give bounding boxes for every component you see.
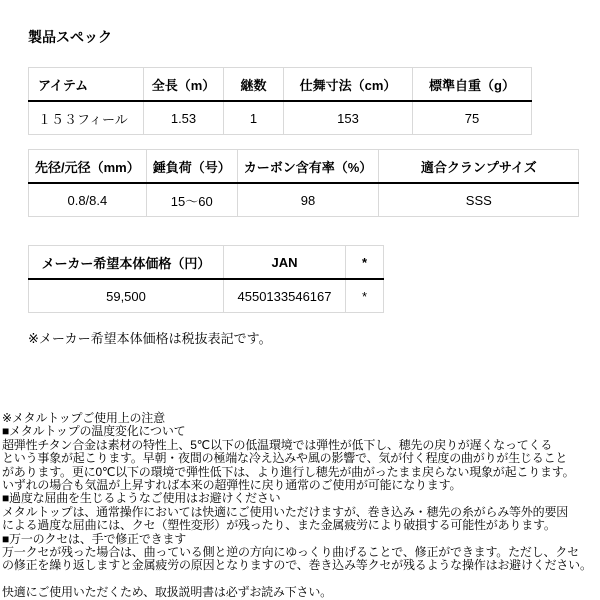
- table-row: [29, 101, 532, 135]
- cell-asterisk: *: [346, 279, 384, 313]
- cell-sections: 1: [224, 101, 284, 135]
- table-header-row: [29, 68, 532, 102]
- note-line: による過度な屈曲には、クセ（塑性変形）が残ったり、また金属疲労により破損する可能性があります。: [2, 518, 556, 533]
- note-line-fix-heading: ■万一のクセは、手で修正できます: [2, 531, 187, 546]
- cell-item-name: １５３フィール: [29, 101, 144, 135]
- header-item: アイテム: [29, 68, 144, 102]
- header-carbon-content: カーボン含有率（%）: [237, 150, 379, 184]
- note-line: 万一クセが残った場合は、曲っている側と逆の方向にゆっくり曲げることで、修正ができます。ただし、クセ: [2, 545, 579, 560]
- cell-sinker-load: 15～60: [146, 183, 237, 217]
- header-tip-butt-diameter: 先径/元径（mm）: [29, 150, 147, 184]
- note-line: があります。更に0℃以下の環境で弾性低下は、より進行し穂先が曲がったまま戻らない現象が起こります。: [2, 464, 575, 479]
- note-line: という事象が起こります。早朝・夜間の極端な冷え込みや風の影響で、気が付く程度の曲がりが生じること: [2, 451, 568, 466]
- spec-table-dimensions: [28, 67, 532, 135]
- table-header-row: [29, 246, 384, 280]
- cell-weight: 75: [413, 101, 532, 135]
- cell-length: 1.53: [144, 101, 224, 135]
- note-line: 超弾性チタン合金は素材の特性上、5℃以下の低温環境では弾性が低下し、穂先の戻りが遅くなってくる: [2, 437, 553, 452]
- cell-jan: 4550133546167: [224, 279, 346, 313]
- header-clamp-size: 適合クランプサイズ: [379, 150, 579, 184]
- table-row: [29, 183, 579, 217]
- note-line-caution-title: ※メタルトップご使用上の注意: [2, 411, 165, 425]
- spec-table-price: [28, 245, 384, 313]
- note-line: いずれの場合も気温が上昇すれば本来の超弾性に戻り通常のご使用が可能になります。: [2, 478, 462, 493]
- cell-clamp-size: SSS: [379, 183, 579, 217]
- note-line-temperature-heading: ■メタルトップの温度変化について: [2, 424, 186, 439]
- table-row: [29, 279, 384, 313]
- cell-msrp: 59,500: [29, 279, 224, 313]
- header-sections: 継数: [224, 68, 284, 102]
- header-msrp: メーカー希望本体価格（円）: [29, 246, 224, 280]
- price-tax-note: ※メーカー希望本体価格は税抜表記です。: [28, 331, 272, 346]
- spec-table-materials: [28, 149, 579, 217]
- header-asterisk: *: [346, 246, 384, 280]
- header-jan: JAN: [224, 246, 346, 280]
- cell-tip-butt-diameter: 0.8/8.4: [29, 183, 147, 217]
- note-line: メタルトップは、通常操作においては快適にご使用いただけますが、巻き込み・穂先の糸がらみ等外的要因: [2, 504, 569, 519]
- note-line-bending-heading: ■過度な屈曲を生じるようなご使用はお避けください: [2, 491, 281, 506]
- header-weight: 標準自重（g）: [413, 68, 532, 102]
- table-header-row: [29, 150, 579, 184]
- header-length: 全長（m）: [144, 68, 224, 102]
- page-title: 製品スペック: [28, 29, 112, 45]
- note-line: の修正を繰り返しますと金属疲労の原因となりますので、巻き込み等クセが残るような操作はお避けください。: [2, 558, 592, 573]
- header-sinker-load: 錘負荷（号）: [146, 150, 237, 184]
- note-line-manual-reminder: 快適にご使用いただくため、取扱説明書は必ずお読み下さい。: [2, 585, 332, 600]
- header-closed-length: 仕舞寸法（cm）: [284, 68, 413, 102]
- cell-carbon-content: 98: [237, 183, 379, 217]
- cell-closed-length: 153: [284, 101, 413, 135]
- usage-notes: [0, 412, 600, 600]
